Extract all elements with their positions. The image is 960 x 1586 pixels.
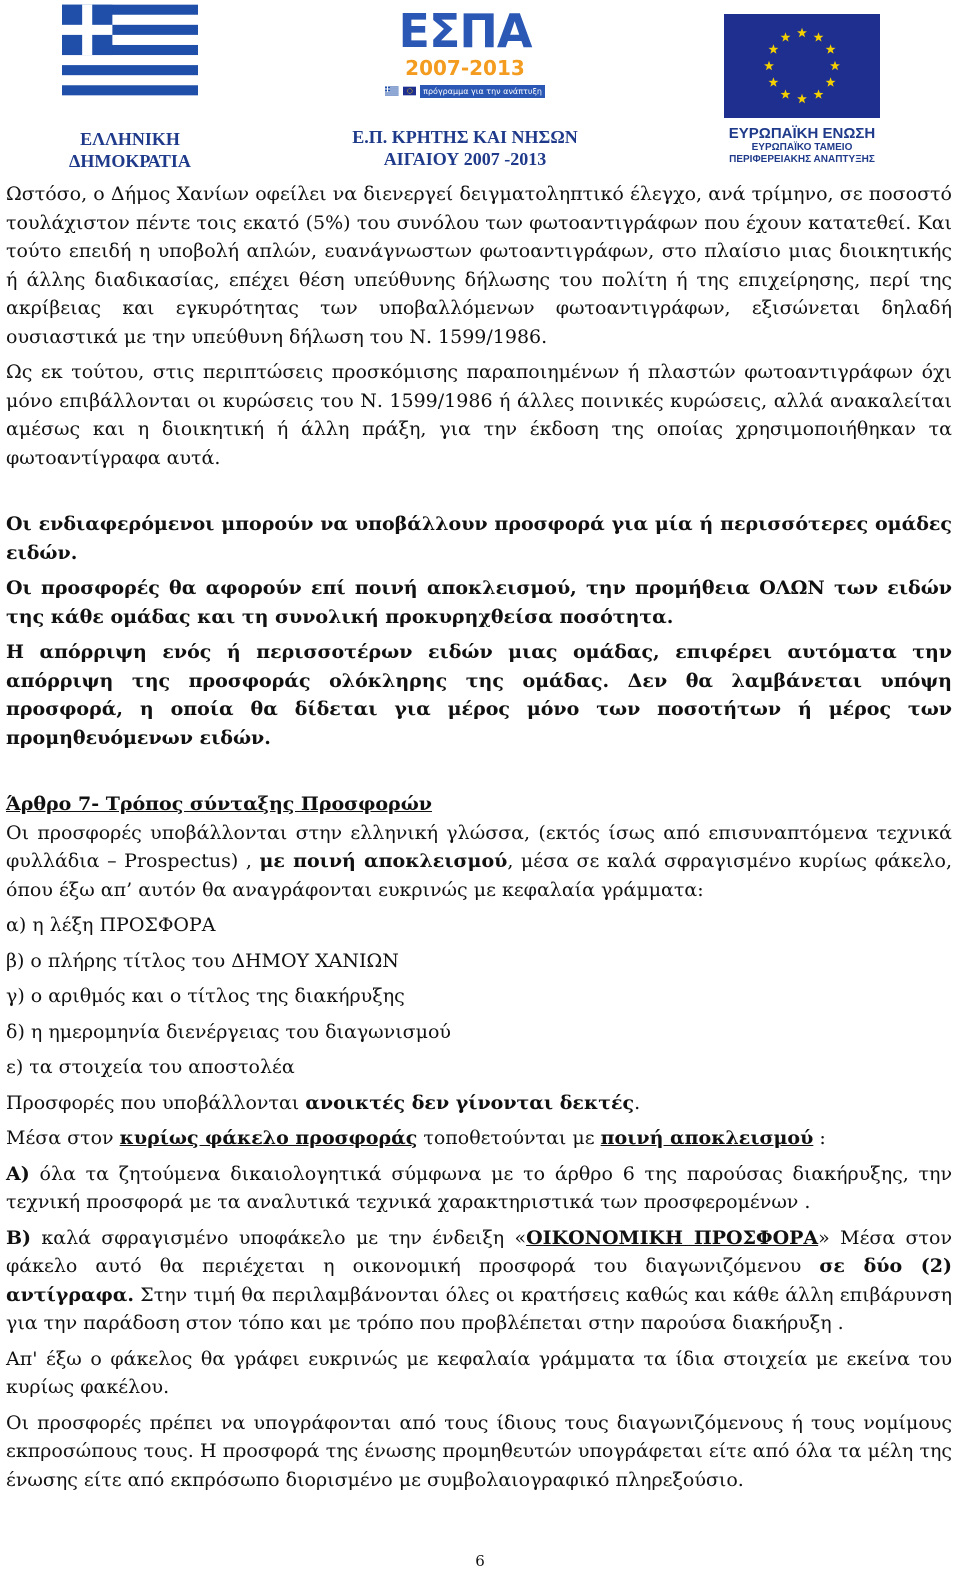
paragraph-item-A: Α) όλα τα ζητούμενα δικαιολογητικά σύμφωνα με το άρθρο 6 της παρούσας διακήρυξης, την τεχνική προσφορά με τα αναλυτικά τεχνικά χαρακτηριστικά των προσφερομένων .: [6, 1162, 952, 1213]
paragraph-signatures: Οι προσφορές πρέπει να υπογράφονται από τους ίδιους τους διαγωνιζόμενους ή τους νομίμους εκπροσώπους τους. Η προσφορά της ένωσης προμηθευτών υπογράφεται είτε από όλα τα μέλη της ένωσης είτε από εκπρόσωπο διορισμένο με συμβολαιογραφικό πληρεξούσιο.: [6, 1411, 952, 1491]
espa-logo-text: ΕΣΠΑ: [398, 4, 532, 58]
bold-paragraph-rejection: Η απόρριψη ενός ή περισσοτέρων ειδών μιας ομάδας, επιφέρει αυτόματα την απόρριψη της προσφοράς ολόκληρης της ομάδας. Δεν θα λαμβάνεται υπόψη προσφορά, η οποία θα δίδεται για μέρος μόνο των ποσοτήτων ή μέρος των προμηθευόμενων ειδών.: [6, 641, 952, 749]
greek-republic-caption-2: ΔΗΜΟΚΡΑΤΙΑ: [69, 151, 191, 171]
main-envelope-text: κυρίως φάκελο προσφοράς: [119, 1127, 418, 1149]
eu-flag-icon: [724, 14, 880, 118]
mini-greek-flag-icon: [385, 84, 399, 98]
paragraph-falsified-copies: Ως εκ τούτου, στις περιπτώσεις προσκόμισης παραποιημένων ή πλαστών φωτοαντιγράφων όχι μόνο επιβάλλονται οι κυρώσεις του Ν. 1599/1986 ή άλλες ποινικές κυρώσεις, αλλά ανακαλείται αμέσως και η διοικητική ή άλλη πράξη, για την έκδοση της οποίας χρησιμοποιήθηκαν τα φωτοαντίγραφα αυτά.: [6, 361, 952, 469]
eu-emblem-block: [712, 0, 892, 166]
bold-paragraph-all-items: Οι προσφορές θα αφορούν επί ποινή αποκλεισμού, την προμήθεια ΟΛΩΝ των ειδών της κάθε ομάδας και τη συνολική προκυρηχθείσα ποσότητα.: [6, 577, 952, 628]
greek-republic-caption-1: ΕΛΛΗΝΙΚΗ: [80, 129, 180, 149]
item-B-label: Β): [6, 1226, 32, 1249]
bold-paragraph-groups: Οι ενδιαφερόμενοι μπορούν να υποβάλλουν προσφορά για μία ή περισσότερες ομάδες ειδών.: [6, 513, 952, 564]
envelope-item-d: δ) η ημερομηνία διενέργειας του διαγωνισμού: [6, 1020, 451, 1043]
paragraph-open-offers: Προσφορές που υποβάλλονται ανοικτές δεν γίνονται δεκτές.: [6, 1091, 641, 1114]
paragraph-language-envelope: Οι προσφορές υποβάλλονται στην ελληνική γλώσσα, (εκτός ίσως από επισυναπτόμενα τεχνικά φυλλάδια – Prospectus) , με ποινή αποκλεισμού, μέσα σε καλά σφραγισμένο κυρίως φάκελο, όπου έξω απ’ αυτόν θα αναγράφονται ευκρινώς με κεφαλαία γράμματα:: [6, 821, 952, 901]
exclusion-penalty-text: με ποινή αποκλεισμού: [259, 850, 508, 872]
exclusion-penalty-underlined: ποινή αποκλεισμού: [600, 1127, 814, 1149]
mini-eu-flag-icon: [403, 84, 417, 98]
paragraph-sample-check: Ωστόσο, ο Δήμος Χανίων οφείλει να διενεργεί δειγματοληπτικό έλεγχο, ανά τρίμηνο, σε ποσοστό τουλάχιστον πέντε τοις εκατό (5%) του συνόλου των φωτοαντιγράφων που έχουν κατατεθεί. Και τούτο επειδή η υποβολή απλών, ευανάγνωστων φωτοαντιγράφων, στο πλαίσιο μιας διοικητικής ή άλλης διαδικασίας, επέχει θέση υπεύθυνης δήλωσης του πολίτη ή της επιχείρησης, περί της ακρίβειας και εγκυρότητας των υποβαλλόμενων φωτοαντιγράφων, εξισώνεται δηλαδή ουσιαστικά με την υπεύθυνη δήλωση του Ν. 1599/1986.: [6, 183, 952, 348]
envelope-item-b: β) ο πλήρης τίτλος του ΔΗΜΟΥ ΧΑΝΙΩΝ: [6, 949, 399, 972]
envelope-item-a: α) η λέξη ΠΡΟΣΦΟΡΑ: [6, 914, 216, 936]
operational-programme-caption-2: ΑΙΓΑΙΟΥ 2007 -2013: [383, 149, 547, 169]
espa-slogan: πρόγραμμα για την ανάπτυξη: [420, 85, 545, 98]
item-A-label: Α): [6, 1162, 30, 1185]
operational-programme-caption-1: Ε.Π. ΚΡΗΤΗΣ ΚΑΙ ΝΗΣΩΝ: [352, 127, 578, 147]
document-body: [6, 180, 952, 1494]
financial-offer-text: ΟΙΚΟΝΟΜΙΚΗ ΠΡΟΣΦΟΡΑ: [526, 1226, 819, 1249]
eu-fund-caption: ΕΥΡΩΠΑΪΚΟ ΤΑΜΕΙΟ: [751, 142, 853, 153]
article-7-title: Άρθρο 7- Τρόπος σύνταξης Προσφορών: [6, 793, 432, 815]
espa-logo: [385, 6, 545, 116]
paragraph-item-B: Β) καλά σφραγισμένο υποφάκελο με την ένδειξη «ΟΙΚΟΝΟΜΙΚΗ ΠΡΟΣΦΟΡΑ» Μέσα στον φάκελο αυτό θα περιέχεται η οικονομική προσφορά του διαγωνιζόμενου σε δύο (2) αντίγραφα. Στην τιμή θα περιλαμβάνονται όλες οι κρατήσεις καθώς και κάθε άλλη επιβάρυνση για την παράδοση στον τόπο και με τρόπο που προβλέπεται στην παρούσα διακήρυξη .: [6, 1226, 952, 1334]
greek-emblem-block: [50, 0, 210, 172]
two-copies-text: σε δύο (2) αντίγραφα.: [6, 1255, 952, 1306]
page-number: 6: [475, 1552, 485, 1570]
envelope-item-c: γ) ο αριθμός και ο τίτλος της διακήρυξης: [6, 985, 405, 1007]
espa-logo-years: 2007-2013: [405, 56, 525, 80]
eu-regional-caption: ΠΕΡΙΦΕΡΕΙΑΚΗΣ ΑΝΑΠΤΥΞΗΣ: [729, 154, 875, 165]
espa-logo-block: [320, 0, 610, 170]
greek-flag-icon: [62, 4, 198, 96]
paragraph-inside-envelope: Μέσα στον κυρίως φάκελο προσφοράς τοποθετούνται με ποινή αποκλεισμού :: [6, 1127, 826, 1149]
page-header: [0, 0, 960, 180]
paragraph-outer-envelope: Απ' έξω ο φάκελος θα γράφει ευκρινώς με κεφαλαία γράμματα τα ίδια στοιχεία με εκείνα του κυρίως φακέλου.: [6, 1347, 952, 1398]
espa-logo-footer: [385, 84, 545, 98]
eu-caption: ΕΥΡΩΠΑΪΚΗ ΕΝΩΣΗ: [728, 125, 876, 142]
open-offers-not-accepted: ανοικτές δεν γίνονται δεκτές: [305, 1091, 635, 1114]
envelope-item-e: ε) τα στοιχεία του αποστολέα: [6, 1056, 295, 1078]
